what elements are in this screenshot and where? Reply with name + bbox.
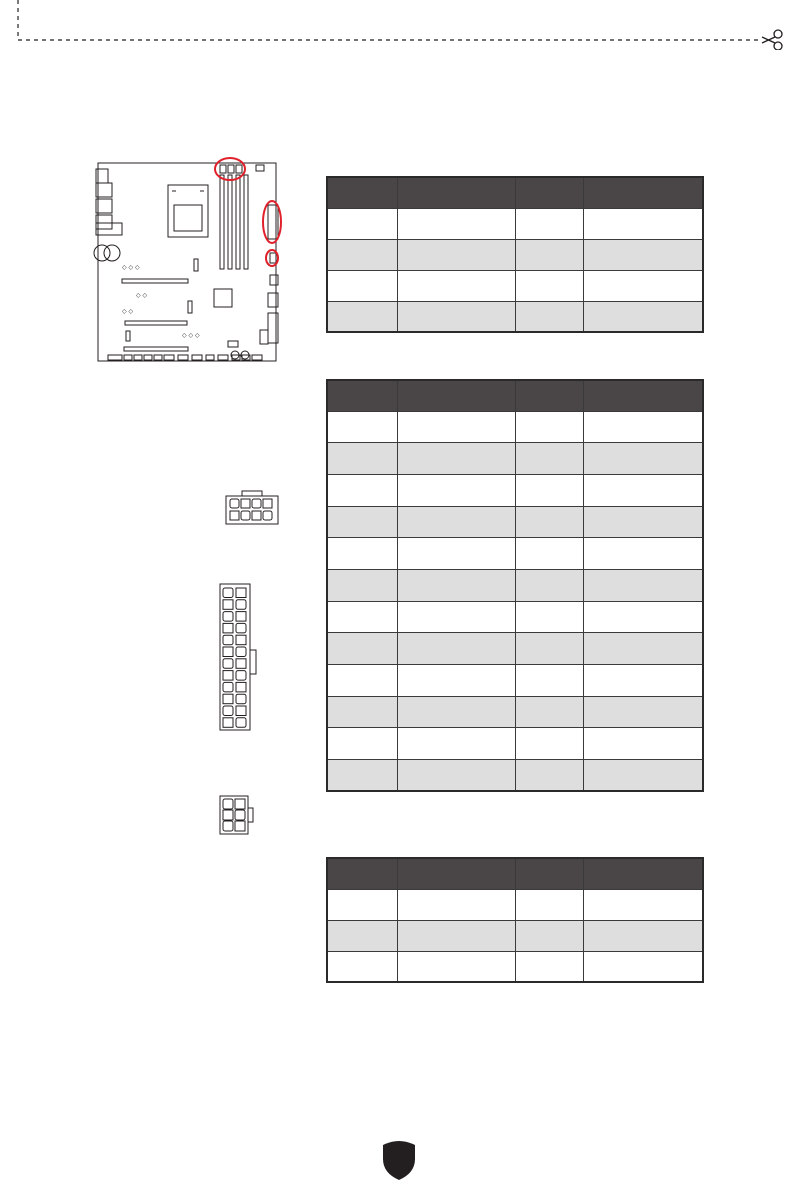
table-cell xyxy=(327,920,397,951)
table-header-cell xyxy=(327,177,397,208)
shield-logo-icon xyxy=(381,1139,417,1181)
table-cell xyxy=(327,443,397,475)
table-cell xyxy=(397,951,515,982)
table-cell xyxy=(583,506,703,538)
table-cell xyxy=(327,696,397,728)
table-cell xyxy=(397,601,515,633)
table-cell xyxy=(515,411,583,443)
table-header-cell xyxy=(327,380,397,411)
table-header-cell xyxy=(397,380,515,411)
table-header-cell xyxy=(397,858,515,889)
table-cell xyxy=(515,270,583,301)
table-cell xyxy=(583,538,703,570)
cut-line xyxy=(0,0,794,50)
table-cell xyxy=(397,889,515,920)
table-header-cell xyxy=(583,177,703,208)
table-row xyxy=(327,601,703,633)
table-cell xyxy=(515,728,583,760)
svg-text:◇ ◇ ◇: ◇ ◇ ◇ xyxy=(122,264,140,271)
table-cell xyxy=(583,633,703,665)
table-cell xyxy=(515,889,583,920)
table-cell xyxy=(397,538,515,570)
svg-text:◇ ◇ ◇: ◇ ◇ ◇ xyxy=(182,332,200,339)
table-cell xyxy=(583,760,703,792)
table-cell xyxy=(397,270,515,301)
table-cell xyxy=(515,443,583,475)
table-row xyxy=(327,538,703,570)
table-row xyxy=(327,951,703,982)
table-cell xyxy=(515,601,583,633)
table-cell xyxy=(583,474,703,506)
table-cell xyxy=(515,474,583,506)
table-cell xyxy=(515,208,583,239)
table-cell xyxy=(515,569,583,601)
table-header-cell xyxy=(515,177,583,208)
table-cell xyxy=(327,301,397,332)
table-cell xyxy=(327,951,397,982)
table-header-cell xyxy=(515,380,583,411)
table-cell xyxy=(397,239,515,270)
table-middle xyxy=(326,379,704,792)
table-row xyxy=(327,889,703,920)
table-cell xyxy=(327,889,397,920)
table-cell xyxy=(397,633,515,665)
table-cell xyxy=(515,633,583,665)
table-cell xyxy=(515,696,583,728)
table-cell xyxy=(583,889,703,920)
table-header-cell xyxy=(515,858,583,889)
table-top xyxy=(326,176,704,333)
table-header-cell xyxy=(397,177,515,208)
table-row xyxy=(327,665,703,697)
table-body xyxy=(327,411,703,791)
table-cell xyxy=(583,569,703,601)
table-cell xyxy=(397,208,515,239)
table-cell xyxy=(327,538,397,570)
6-pin-connector-icon xyxy=(218,794,258,836)
table-row xyxy=(327,301,703,332)
table-cell xyxy=(327,208,397,239)
table-cell xyxy=(515,239,583,270)
table-cell xyxy=(583,270,703,301)
table-row xyxy=(327,728,703,760)
table-cell xyxy=(327,411,397,443)
table-cell xyxy=(397,665,515,697)
table-cell xyxy=(583,728,703,760)
table-cell xyxy=(397,411,515,443)
table-cell xyxy=(583,443,703,475)
table-cell xyxy=(327,728,397,760)
table-cell xyxy=(515,920,583,951)
table-row xyxy=(327,920,703,951)
table-header-cell xyxy=(327,858,397,889)
table-cell xyxy=(327,506,397,538)
svg-text:◇ ◇: ◇ ◇ xyxy=(122,308,134,315)
table-cell xyxy=(583,920,703,951)
table-row xyxy=(327,760,703,792)
table-cell xyxy=(397,920,515,951)
table-cell xyxy=(515,951,583,982)
table-cell xyxy=(515,301,583,332)
table-cell xyxy=(583,601,703,633)
table-cell xyxy=(583,665,703,697)
scissors-cut-icon xyxy=(762,30,782,50)
table-cell xyxy=(397,474,515,506)
motherboard-diagram xyxy=(92,155,292,367)
table-cell xyxy=(327,474,397,506)
table-cell xyxy=(583,411,703,443)
table-cell xyxy=(583,239,703,270)
table-cell xyxy=(327,760,397,792)
table-cell xyxy=(515,665,583,697)
table-cell xyxy=(397,569,515,601)
table-row xyxy=(327,569,703,601)
svg-text:◇ ◇: ◇ ◇ xyxy=(136,292,148,299)
table-row xyxy=(327,239,703,270)
table-cell xyxy=(583,301,703,332)
table-cell xyxy=(397,506,515,538)
24-pin-connector-icon xyxy=(218,582,268,732)
table-cell xyxy=(583,696,703,728)
table-row xyxy=(327,696,703,728)
table-cell xyxy=(397,301,515,332)
table-cell xyxy=(583,951,703,982)
table-cell xyxy=(397,760,515,792)
table-header-cell xyxy=(583,380,703,411)
table-cell xyxy=(583,208,703,239)
8-pin-connector-icon xyxy=(224,490,280,526)
table-body xyxy=(327,889,703,982)
table-cell xyxy=(327,633,397,665)
table-row xyxy=(327,270,703,301)
table-cell xyxy=(397,443,515,475)
table-cell xyxy=(515,538,583,570)
table-row xyxy=(327,506,703,538)
table-cell xyxy=(327,665,397,697)
table-row xyxy=(327,208,703,239)
table-cell xyxy=(515,760,583,792)
table-cell xyxy=(327,601,397,633)
table-row xyxy=(327,474,703,506)
table-header-cell xyxy=(583,858,703,889)
table-cell xyxy=(397,728,515,760)
table-cell xyxy=(397,696,515,728)
table-body xyxy=(327,208,703,332)
table-cell xyxy=(327,270,397,301)
table-row xyxy=(327,633,703,665)
table-cell xyxy=(327,569,397,601)
table-cell xyxy=(515,506,583,538)
table-cell xyxy=(327,239,397,270)
table-bottom xyxy=(326,857,704,983)
table-row xyxy=(327,443,703,475)
table-row xyxy=(327,411,703,443)
